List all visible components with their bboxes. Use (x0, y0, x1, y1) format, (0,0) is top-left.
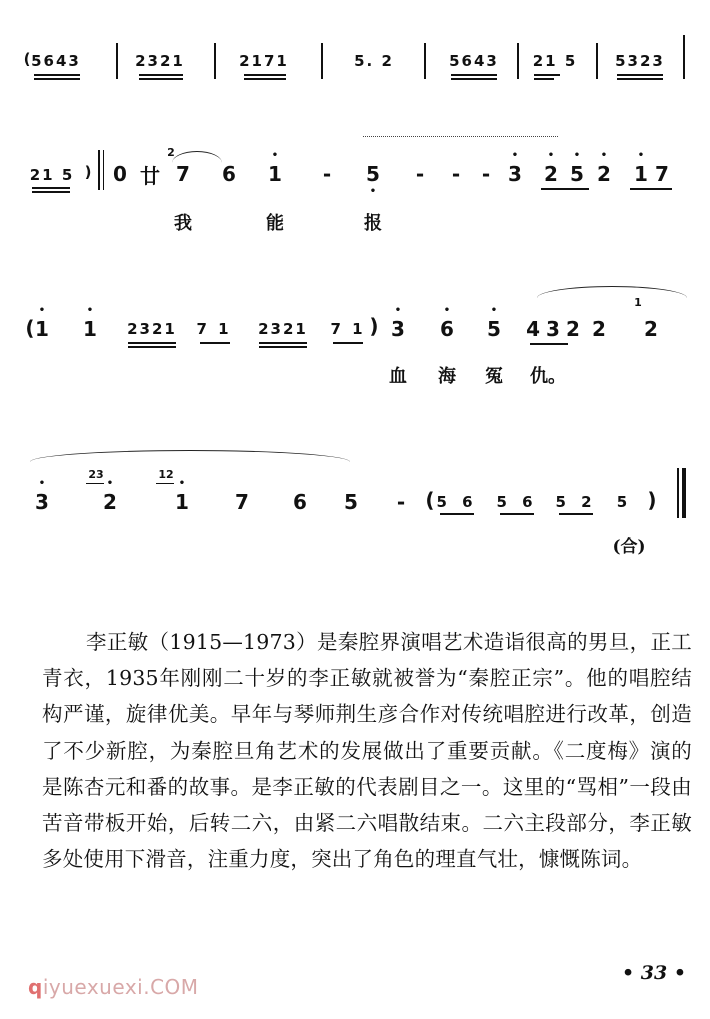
note: 5 (616, 493, 628, 511)
note: 2 (544, 162, 558, 186)
note: 7 (235, 490, 249, 514)
note: 2 (644, 317, 658, 341)
octave-dot: • (573, 150, 581, 161)
underline (534, 74, 560, 76)
note: 6 (222, 162, 236, 186)
note-group: 5 2 (555, 493, 597, 511)
note: - (415, 162, 425, 186)
barline (517, 43, 519, 79)
octave-dot: • (443, 305, 451, 316)
open-paren: ( (425, 488, 435, 512)
underline (451, 74, 497, 76)
underline (128, 346, 176, 348)
close-paren: ) (647, 488, 657, 512)
underline (541, 188, 589, 190)
note-group: 2321 (258, 320, 308, 338)
note: 2 (103, 490, 117, 514)
description-paragraph: 李正敏（1915—1973）是秦腔界演唱艺术造诣很高的男旦，正工青衣，1935年刚刚二十岁的李正敏就被誉为“秦腔正宗”。他的唱腔结构严谨，旋律优美。早年与琴师荆生彦合作对传统唱腔进行改革，创造了不少新腔，为秦腔旦角艺术的发展做出了重要贡献。《二度梅》演的是陈杏元和番的故事。是李正敏的代表剧目之一。这里的“骂相”一段由苦音带板开始，后转二六，由紧二六唱散结束。二六主段部分，李正敏多处使用下滑音，注重力度，突出了角色的理直气壮，慷慨陈词。 (42, 630, 692, 872)
note-group: 432 (526, 317, 586, 341)
open-paren: ( (25, 316, 35, 340)
chorus-annotation: (合) (612, 537, 646, 557)
close-paren: ) (84, 163, 92, 181)
note-group: 21 5 (29, 166, 75, 184)
note-group: 2321 (127, 320, 177, 338)
barline (116, 43, 118, 79)
underline (139, 78, 183, 80)
underline (32, 191, 70, 193)
underline (617, 74, 663, 76)
page-number: • 33 • (622, 962, 686, 984)
underline (259, 342, 307, 344)
barline (424, 43, 426, 79)
underline (630, 188, 672, 190)
underline (530, 343, 568, 345)
note-group: 5323 (615, 52, 665, 70)
barline (98, 150, 100, 190)
octave-dot: • (178, 478, 186, 489)
barline (214, 43, 216, 79)
close-paren: ) (369, 314, 379, 338)
watermark-text: iyuexuexi.COM (42, 975, 199, 999)
watermark (28, 975, 199, 999)
note: - (451, 162, 461, 186)
note-group: 2171 (239, 52, 289, 70)
octave-dot: • (38, 305, 46, 316)
barline (683, 35, 685, 79)
grace-note: 12 (158, 468, 174, 481)
lyric: 仇。 (530, 366, 566, 387)
open-paren: ( (23, 50, 31, 68)
note-group: 21 5 (532, 52, 578, 70)
lyric: 我 (174, 213, 192, 234)
underline (128, 342, 176, 344)
note: 2 (597, 162, 611, 186)
underline (451, 78, 497, 80)
slur (30, 450, 350, 465)
note-group: 5 6 (436, 493, 478, 511)
note: 7 (655, 162, 669, 186)
underline (32, 187, 70, 189)
octave-dot: • (394, 305, 402, 316)
barline (321, 43, 323, 79)
octave-dot: • (511, 150, 519, 161)
note-group: 5643 (449, 52, 499, 70)
note: 0 (113, 162, 127, 186)
note: 1 (634, 162, 648, 186)
barline (596, 43, 598, 79)
underline (139, 74, 183, 76)
watermark-logo: q (28, 975, 43, 999)
note: 5 (570, 162, 584, 186)
note: 2 (592, 317, 606, 341)
note-group: 5. 2 (354, 52, 394, 70)
grace-note: 2 (167, 146, 175, 159)
underline (244, 74, 286, 76)
note-group: 5 6 (496, 493, 538, 511)
underline (617, 78, 663, 80)
note: 3 (391, 317, 405, 341)
note: 1 (268, 162, 282, 186)
note: - (481, 162, 491, 186)
grace-note: 1 (634, 296, 642, 309)
underline (156, 483, 174, 484)
octave-dot: • (490, 305, 498, 316)
note-group: 7 1 (330, 320, 366, 338)
note: 廿 (140, 164, 160, 188)
note: 6 (293, 490, 307, 514)
note-group: 2321 (135, 52, 185, 70)
note: 3 (35, 490, 49, 514)
slur (537, 286, 687, 301)
grace-note: 23 (88, 468, 104, 481)
note: 5 (344, 490, 358, 514)
underline (500, 513, 534, 515)
underline (34, 78, 80, 80)
underline (559, 513, 593, 515)
underline (244, 78, 286, 80)
octave-dot: • (38, 478, 46, 489)
octave-dot: • (547, 150, 555, 161)
underline (440, 513, 474, 515)
note: 1 (83, 317, 97, 341)
final-barline (682, 468, 686, 518)
octave-dot: • (271, 150, 279, 161)
note: 1 (35, 317, 49, 341)
final-barline (677, 468, 679, 518)
note: - (322, 162, 332, 186)
octave-dot: • (637, 150, 645, 161)
underline (86, 483, 104, 484)
underline (34, 74, 80, 76)
note: 6 (440, 317, 454, 341)
note: 3 (508, 162, 522, 186)
lyric: 冤 (485, 366, 503, 387)
octave-dot: • (106, 478, 114, 489)
lyric: 海 (438, 366, 456, 387)
lyric: 血 (389, 366, 407, 387)
barline (103, 150, 104, 190)
underline (200, 342, 230, 344)
lyric: 能 (266, 213, 284, 234)
octave-dot: • (86, 305, 94, 316)
note: 5 (366, 162, 380, 186)
underline (534, 78, 554, 80)
octave-dot: • (600, 150, 608, 161)
tie (363, 136, 558, 137)
note: 7 (176, 162, 190, 186)
note-group: 7 1 (196, 320, 232, 338)
lyric: 报 (364, 213, 382, 234)
underline (333, 342, 363, 344)
note: 1 (175, 490, 189, 514)
note: - (396, 490, 406, 514)
note: 5 (487, 317, 501, 341)
underline (259, 346, 307, 348)
note-group: 5643 (31, 52, 81, 70)
octave-dot: • (369, 186, 377, 197)
